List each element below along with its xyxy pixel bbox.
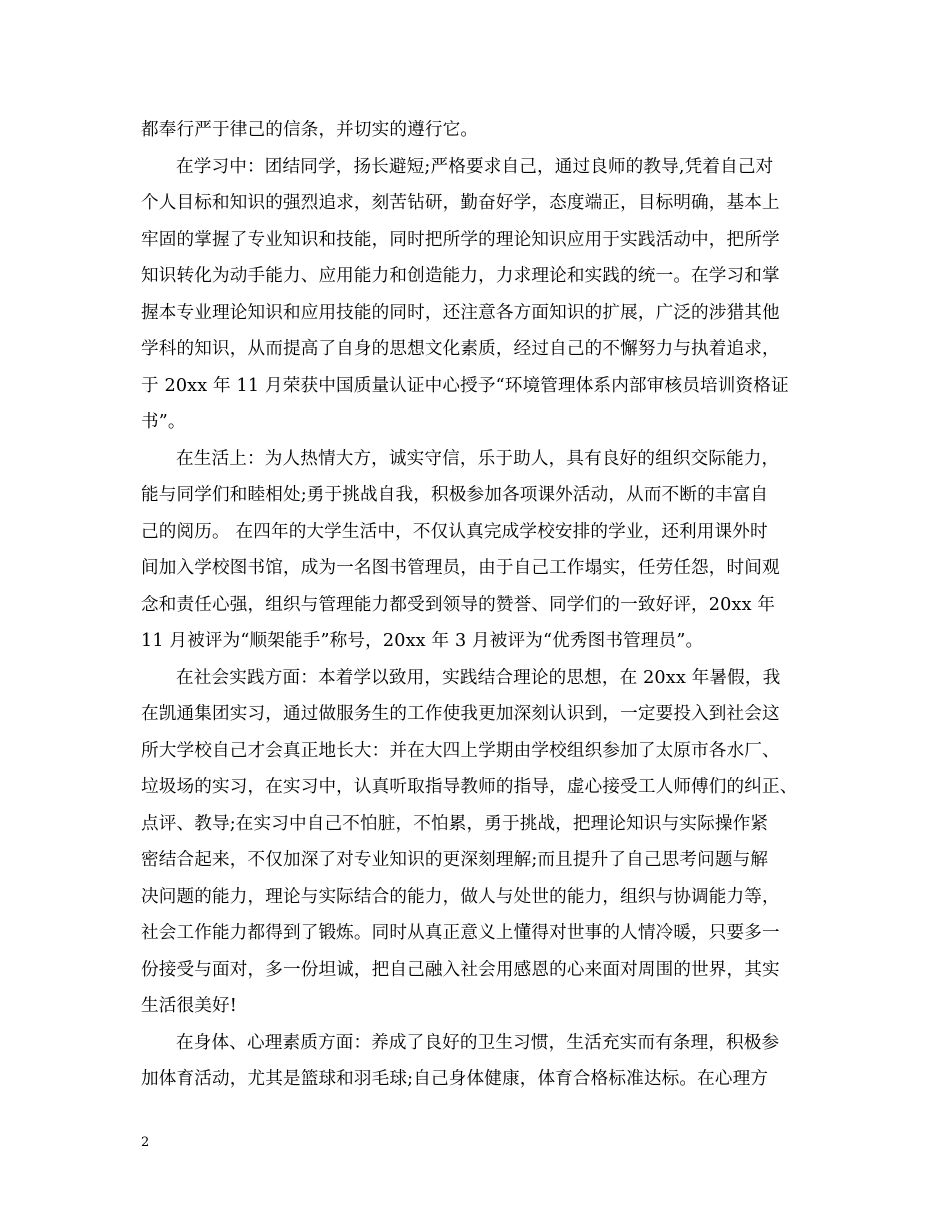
text-line: 己的阅历。 在四年的大学生活中，不仅认真完成学校安排的学业，还利用课外时 bbox=[141, 521, 768, 542]
text-line: 加体育活动，尤其是篮球和羽毛球;自己身体健康，体育合格标准达标。在心理方 bbox=[141, 1069, 769, 1089]
text-line: 书”。 bbox=[141, 412, 186, 432]
text-line: 在凯通集团实习，通过做服务生的工作使我更加深刻认识到，一定要投入到社会这 bbox=[141, 704, 780, 724]
text-line: 于 20xx 年 11 月荣获中国质量认证中心授予“环境管理体系内部审核员培训资格证 bbox=[141, 375, 789, 396]
text-line: 所大学校自己才会真正地长大：并在大四上学期由学校组织参加了太原市各水厂、 bbox=[141, 740, 780, 761]
text-line: 决问题的能力，理论与实际结合的能力，做人与处世的能力，组织与协调能力等， bbox=[141, 886, 780, 907]
text-line: 社会工作能力都得到了锻炼。同时从真正意义上懂得对世事的人情冷暖，只要多一 bbox=[141, 923, 780, 943]
text-line: 密结合起来，不仅加深了对专业知识的更深刻理解;而且提升了自己思考问题与解 bbox=[141, 850, 769, 870]
text-line: 生活很美好! bbox=[141, 996, 237, 1016]
text-line: 在社会实践方面：本着学以致用，实践结合理论的思想，在 20xx 年暑假，我 bbox=[176, 667, 781, 688]
text-line: 点评、教导;在实习中自己不怕脏，不怕累，勇于挑战，把理论知识与实际操作紧 bbox=[141, 813, 769, 834]
body-text bbox=[141, 112, 831, 1098]
text-line: 知识转化为动手能力、应用能力和创造能力，力求理论和实践的统一。在学习和掌 bbox=[141, 266, 780, 286]
text-line: 学科的知识，从而提高了自身的思想文化素质，经过自己的不懈努力与执着追求， bbox=[141, 339, 780, 359]
text-line: 11 月被评为“顺架能手”称号，20xx 年 3 月被评为“优秀图书管理员”。 bbox=[141, 631, 704, 651]
text-line: 牢固的掌握了专业知识和技能，同时把所学的理论知识应用于实践活动中，把所学 bbox=[141, 229, 780, 250]
text-line: 在身体、心理素质方面：养成了良好的卫生习惯，生活充实而有条理，积极参 bbox=[176, 1032, 780, 1053]
text-line: 间加入学校图书馆，成为一名图书管理员，由于自己工作塌实，任劳任怨，时间观 bbox=[141, 558, 780, 578]
text-line: 垃圾场的实习，在实习中，认真听取指导教师的指导，虚心接受工人师傅们的纠正、 bbox=[141, 777, 798, 797]
text-line: 份接受与面对，多一份坦诚，把自己融入社会用感恩的心来面对周围的世界，其实 bbox=[141, 959, 780, 980]
text-line: 个人目标和知识的强烈追求，刻苦钻研，勤奋好学，态度端正，目标明确，基本上 bbox=[141, 193, 780, 213]
text-line: 念和责任心强，组织与管理能力都受到领导的赞誉、同学们的一致好评，20xx 年 bbox=[141, 594, 776, 615]
text-line: 在生活上：为人热情大方，诚实守信，乐于助人，具有良好的组织交际能力， bbox=[176, 448, 780, 469]
text-line: 在学习中：团结同学，扬长避短;严格要求自己，通过良师的教导,凭着自己对 bbox=[176, 156, 774, 177]
text-line: 都奉行严于律己的信条，并切实的遵行它。 bbox=[141, 120, 479, 140]
text-line: 能与同学们和睦相处;勇于挑战自我，积极参加各项课外活动，从而不断的丰富自 bbox=[141, 485, 769, 505]
page-number: 2 bbox=[141, 1135, 150, 1150]
text-line: 握本专业理论知识和应用技能的同时，还注意各方面知识的扩展，广泛的涉猎其他 bbox=[141, 302, 780, 323]
